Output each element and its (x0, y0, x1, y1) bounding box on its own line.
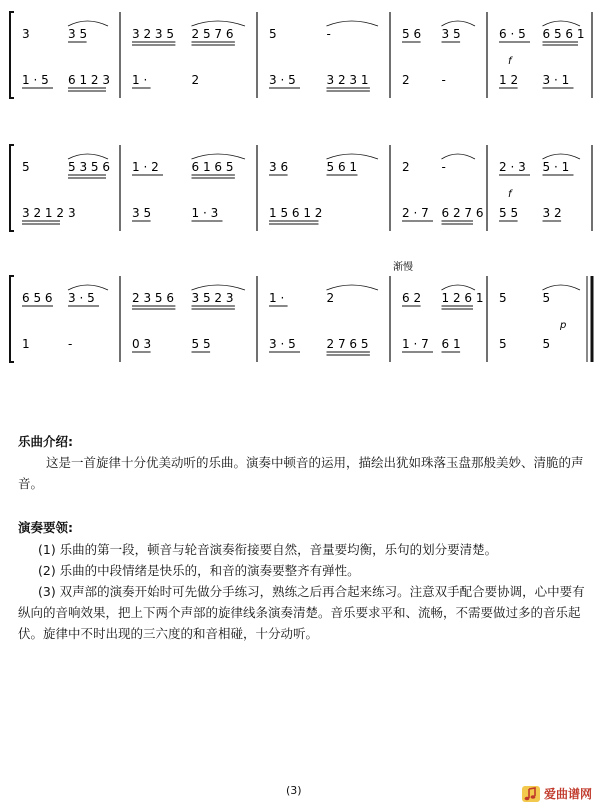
note-group: 2 (191, 73, 200, 87)
note-group: 3 2 3 1 (326, 73, 369, 87)
note-group: 2 5 7 6 (191, 27, 234, 41)
slur-arc (327, 21, 379, 26)
slur-arc (68, 285, 108, 290)
note-group: 3 (22, 27, 30, 41)
note-group: 1 2 6 1 (441, 291, 484, 305)
note-group: 2 · 7 (402, 206, 429, 220)
score-systems (10, 12, 592, 362)
note-group: 2 · 3 (499, 160, 526, 174)
tips-item-2: (2) 乐曲的中段情绪是快乐的，和音的演奏要整齐有弹性。 (38, 563, 360, 578)
note-group: 5 6 (402, 27, 422, 41)
note-group: 3 2 3 5 (132, 27, 174, 41)
note-group: 2 3 5 6 (132, 291, 174, 305)
note-group: - (68, 337, 73, 351)
slur-arc (327, 285, 379, 290)
note-group: - (326, 27, 331, 41)
note-group: 6 2 (402, 291, 422, 305)
note-group: 1 2 (499, 73, 519, 87)
note-group: 2 7 6 5 (326, 337, 369, 351)
tips-item-1: (1) 乐曲的第一段，顿音与轮音演奏衔接要自然，音量要均衡，乐句的划分要清楚。 (38, 542, 498, 557)
note-group: 3 5 (441, 27, 461, 41)
system-bracket (10, 12, 14, 98)
slur-arc (192, 21, 246, 26)
intro-body: 这是一首旋律十分优美动听的乐曲。演奏中顿音的运用，描绘出犹如珠落玉盘那般美妙、清脆的声音。 (18, 455, 584, 491)
note-group: 5 5 (499, 206, 519, 220)
note-group: 3 2 (542, 206, 562, 220)
slur-arc (543, 21, 581, 26)
watermark-text: 爱曲谱网 (543, 787, 592, 801)
note-group: 5 · 1 (542, 160, 570, 174)
note-group: 1 (22, 337, 30, 351)
music-score (0, 0, 600, 400)
note-group: 6 · 5 (499, 27, 526, 41)
slur-arc (442, 21, 476, 26)
system-bracket (10, 145, 14, 231)
slur-arc (192, 285, 246, 290)
dynamic-mark: f (508, 56, 512, 67)
note-group: 3 6 (269, 160, 289, 174)
note-group: 3 · 5 (269, 73, 296, 87)
note-group: 6 1 6 5 (191, 160, 234, 174)
intro-title: 乐曲介绍: (18, 434, 73, 449)
dynamic-mark: f (508, 189, 512, 200)
note-group: 5 6 1 (326, 160, 358, 174)
note-group: 6 1 (441, 337, 461, 351)
note-group: 1 · (132, 73, 148, 87)
note-group: 3 5 2 3 (191, 291, 234, 305)
note-group: 5 (269, 27, 277, 41)
note-group: 1 · 7 (402, 337, 429, 351)
music-note-logo-icon (522, 786, 540, 802)
slur-arc (192, 154, 246, 159)
note-group: 5 (542, 337, 551, 351)
note-group: 0 3 (132, 337, 152, 351)
slur-arc (543, 154, 581, 159)
note-group: - (441, 73, 446, 87)
note-group: 5 (499, 291, 507, 305)
dynamic-mark: p (560, 320, 567, 331)
tips-title: 演奏要领: (18, 520, 73, 535)
note-group: 2 (402, 160, 410, 174)
slur-arc (442, 285, 476, 290)
note-group: 3 · 5 (68, 291, 95, 305)
note-group: 5 (499, 337, 507, 351)
note-group: 1 5 6 1 2 (269, 206, 323, 220)
site-watermark (522, 785, 592, 802)
note-group: - (441, 160, 446, 174)
system-bracket (10, 276, 14, 362)
note-group: 5 5 (191, 337, 211, 351)
note-group: 6 1 2 3 (68, 73, 110, 87)
note-group: 3 5 (132, 206, 152, 220)
note-group: 6 5 6 1 (542, 27, 585, 41)
note-group: 2 (402, 73, 410, 87)
slur-arc (543, 285, 581, 290)
note-group: 5 3 5 6 (68, 160, 110, 174)
note-group: 1 · 2 (132, 160, 159, 174)
note-group: 1 · 3 (191, 206, 219, 220)
page-number: (3) (286, 784, 302, 797)
slur-arc (68, 154, 108, 159)
note-group: 6 2 7 6 (441, 206, 484, 220)
note-group: 3 · 5 (269, 337, 296, 351)
note-group: 3 · 1 (542, 73, 570, 87)
note-group: 5 (542, 291, 551, 305)
note-group: 6 5 6 (22, 291, 53, 305)
tempo-mark: 渐慢 (393, 262, 413, 273)
note-group: 5 (22, 160, 30, 174)
slur-arc (327, 154, 379, 159)
note-group: 3 5 (68, 27, 88, 41)
slur-arc (68, 21, 108, 26)
note-group: 2 (326, 291, 335, 305)
note-group: 1 · 5 (22, 73, 49, 87)
note-group: 3 2 1 2 (22, 206, 64, 220)
tips-item-3: (3) 双声部的演奏开始时可先做分手练习，熟练之后再合起来练习。注意双手配合要协调，心中要有纵向的音响效果，把上下两个声部的旋律线条演奏清楚。音乐要求平和、流畅，不需要做过多的音乐起伏。旋律中不时出现的三六度的和音相碰，十分动听。 (18, 584, 585, 641)
note-group: 3 (68, 206, 76, 220)
note-group: 1 · (269, 291, 285, 305)
slur-arc (442, 154, 476, 159)
